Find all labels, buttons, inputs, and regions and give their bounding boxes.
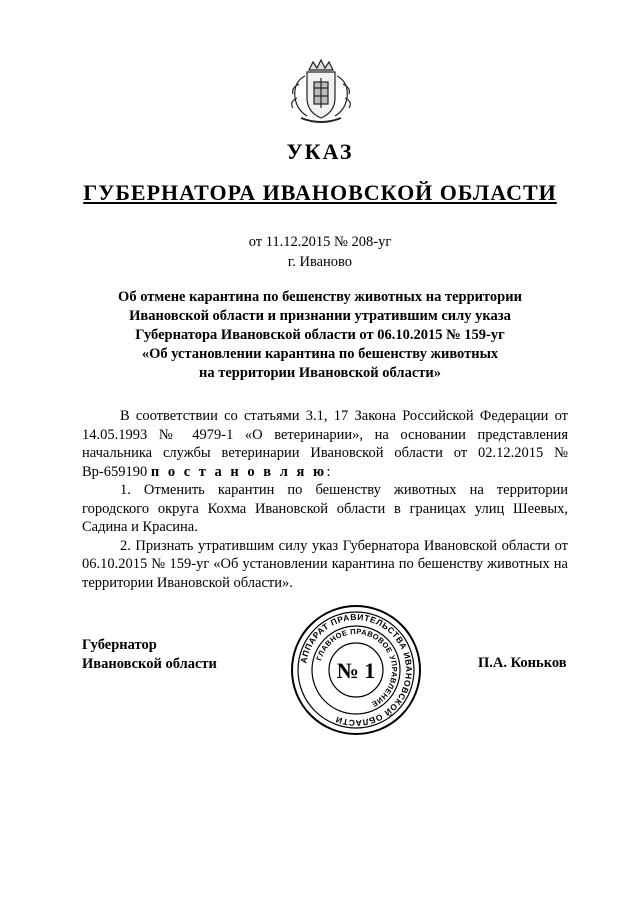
signatory-name: П.А. Коньков xyxy=(478,655,567,671)
document-body xyxy=(82,407,568,592)
seal-number: № 1 xyxy=(336,658,376,683)
item-1-paragraph: 1. Отменить карантин по бешенству животных на территории городского округа Кохма Ивановской области в границах улиц Шеевых, Садина и Красина. xyxy=(82,482,568,535)
document-date-number: от 11.12.2015 № 208-уг xyxy=(248,234,392,250)
heading-line: Ивановской области и признании утратившим силу указа xyxy=(129,308,511,324)
heading-line: Губернатора Ивановской области от 06.10.2015 № 159-уг xyxy=(135,327,505,343)
heading-line: на территории Ивановской области» xyxy=(199,365,441,381)
seal-ring-text: АППАРАТ ПРАВИТЕЛЬСТВА ИВАНОВСКОЙ ОБЛАСТИ xyxy=(298,611,415,729)
document-subtitle: ГУБЕРНАТОРА ИВАНОВСКОЙ ОБЛАСТИ xyxy=(83,180,557,205)
official-seal-stamp xyxy=(288,602,424,738)
item-2-paragraph: 2. Признать утратившим силу указ Губернатора Ивановской области от 06.10.2015 № 159-уг «Об установлении карантина по бешенству животных на территории Ивановской области». xyxy=(82,537,568,591)
signatory-position-line: Губернатор xyxy=(82,637,157,653)
coat-of-arms-emblem xyxy=(287,58,355,128)
document-heading xyxy=(90,288,550,383)
preamble-text: В соответствии со статьями 3.1, 17 Закона Российской Федерации от 14.05.1993 № 4979-1 «О ветеринарии», на основании представления начальника службы ветеринарии Ивановской области от 02.12.2015 № Вр-659190 xyxy=(82,408,568,480)
heading-line: «Об установлении карантина по бешенству животных xyxy=(141,346,499,362)
signatory-position xyxy=(82,636,217,674)
heading-line: Об отмене карантина по бешенству животных на территории xyxy=(118,289,522,305)
document-city: г. Иваново xyxy=(287,254,353,270)
seal-inner-text: ГЛАВНОЕ ПРАВОВОЕ УПРАВЛЕНИЕ xyxy=(314,626,400,709)
signatory-position-line: Ивановской области xyxy=(82,656,217,672)
preamble-paragraph xyxy=(82,407,568,481)
document-title: УКАЗ xyxy=(286,139,354,164)
decree-word: п о с т а н о в л я ю xyxy=(150,463,327,480)
decree-colon: : xyxy=(326,463,331,480)
